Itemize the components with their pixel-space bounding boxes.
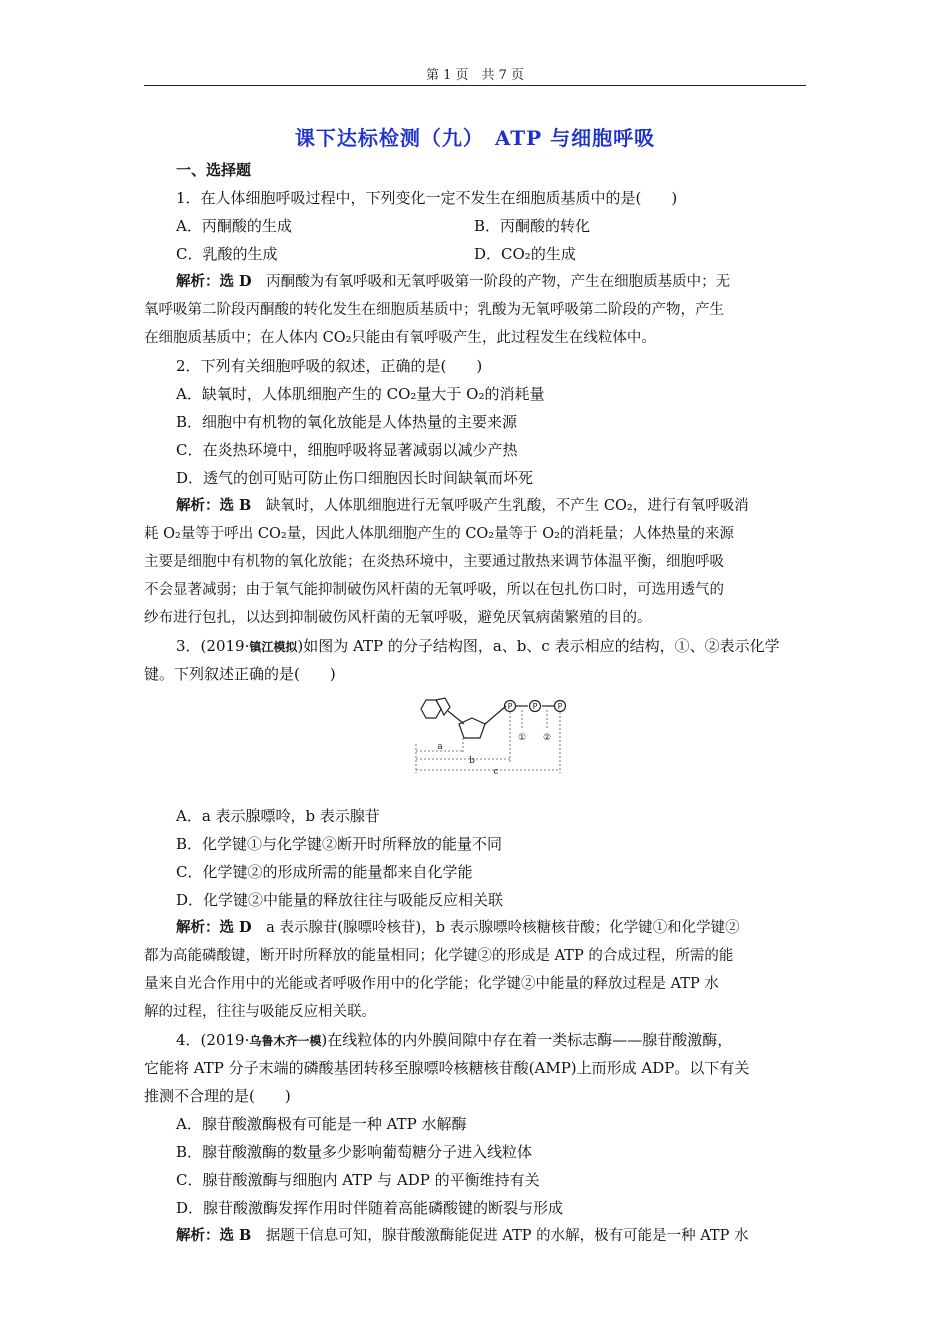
option-a: A．腺苷酸激酶极有可能是一种 ATP 水解酶 xyxy=(176,1115,467,1133)
range-c-label: c xyxy=(493,767,499,777)
ribose-ring xyxy=(459,718,485,738)
adenine-ring-5 xyxy=(436,698,450,715)
phosphate-label: P xyxy=(557,702,563,711)
option-c: C．乳酸的生成 xyxy=(176,245,278,263)
question-4-analysis-line: 解析：选 B 据题干信息可知，腺苷酸激酶能促进 ATP 的水解，极有可能是一种 ATP 水 xyxy=(176,1227,749,1244)
analysis-label: 解析：选 D xyxy=(176,273,252,290)
phosphate-label: P xyxy=(532,702,538,711)
question-4-stem: 4．(2019·乌鲁木齐一模)在线粒体的内外膜间隙中存在着一类标志酶——腺苷酸激酶， xyxy=(176,1031,733,1049)
header-divider xyxy=(144,85,806,86)
bond-2-label: ② xyxy=(542,733,552,743)
range-a-label: a xyxy=(437,742,443,752)
option-d: D．化学键②中能量的释放往往与吸能反应相关联 xyxy=(176,891,504,909)
question-3-analysis-line: 解析：选 D a 表示腺苷(腺嘌呤核苷)，b 表示腺嘌呤核糖核苷酸；化学键①和化学键② xyxy=(176,919,740,936)
question-4-stem-continued: 它能将 ATP 分子末端的磷酸基团转移至腺嘌呤核糖核苷酸(AMP)上而形成 ADP。以下有关 xyxy=(144,1059,750,1077)
question-3-analysis-line: 都为高能磷酸键，断开时所释放的能量相同；化学键②的形成是 ATP 的合成过程，所需的能 xyxy=(144,948,734,964)
atp-structure-diagram xyxy=(144,688,806,802)
ribose-phosphate-link xyxy=(485,706,506,724)
question-1-analysis-line: 在细胞质基质中；在人体内 CO₂只能由有氧呼吸产生，此过程发生在线粒体中。 xyxy=(144,330,656,346)
option-c: C．在炎热环境中，细胞呼吸将显著减弱以减少产热 xyxy=(176,441,518,459)
question-3-stem: 3．(2019·镇江模拟)如图为 ATP 的分子结构图，a、b、c 表示相应的结构，①、②表示化学 xyxy=(176,637,780,655)
question-1-stem: 1．在人体细胞呼吸过程中，下列变化一定不发生在细胞质基质中的是( ) xyxy=(176,189,678,207)
question-2-analysis-line: 不会显著减弱；由于氧气能抑制破伤风杆菌的无氧呼吸，所以在包扎伤口时，可选用透气的 xyxy=(144,582,724,598)
question-2-stem: 2．下列有关细胞呼吸的叙述，正确的是( ) xyxy=(176,357,483,375)
document-title: 课下达标检测（九） ATP 与细胞呼吸 xyxy=(294,126,656,150)
question-2-analysis-line: 解析：选 B 缺氧时，人体肌细胞进行无氧呼吸产生乳酸，不产生 CO₂，进行有氧呼吸消 xyxy=(176,497,749,514)
question-1-analysis-line: 解析：选 D 丙酮酸为有氧呼吸和无氧呼吸第一阶段的产物，产生在细胞质基质中；无 xyxy=(176,273,731,290)
option-a: A．a 表示腺嘌呤，b 表示腺苷 xyxy=(176,807,380,825)
document-body xyxy=(144,156,806,1250)
page-number-header: 第 1 页 共 7 页 xyxy=(425,68,525,83)
option-c: C．化学键②的形成所需的能量都来自化学能 xyxy=(176,863,473,881)
analysis-label: 解析：选 D xyxy=(176,919,252,936)
option-b: B．细胞中有机物的氧化放能是人体热量的主要来源 xyxy=(176,413,518,431)
question-2-analysis-line: 主要是细胞中有机物的氧化放能；在炎热环境中，主要通过散热来调节体温平衡，细胞呼吸 xyxy=(144,554,724,570)
option-d: D．CO₂的生成 xyxy=(474,245,576,263)
adenine-ribose-link xyxy=(448,711,464,724)
option-b: B．丙酮酸的转化 xyxy=(474,217,591,235)
option-d: D．透气的创可贴可防止伤口细胞因长时间缺氧而坏死 xyxy=(176,469,534,487)
phosphate-label: P xyxy=(507,702,513,711)
question-3-stem-continued: 键。下列叙述正确的是( ) xyxy=(144,665,336,683)
question-3-analysis-line: 解的过程，往往与吸能反应相关联。 xyxy=(144,1004,376,1020)
option-c: C．腺苷酸激酶与细胞内 ATP 与 ADP 的平衡维持有关 xyxy=(176,1171,540,1189)
analysis-label: 解析：选 B xyxy=(176,497,252,514)
question-3-analysis-line: 量来自光合作用中的光能或者呼吸作用中的化学能；化学键②中能量的释放过程是 ATP 水 xyxy=(144,976,719,992)
option-a: A．丙酮酸的生成 xyxy=(176,217,292,235)
section-heading: 一、选择题 xyxy=(176,161,252,179)
range-b-label: b xyxy=(469,756,475,766)
option-b: B．腺苷酸激酶的数量多少影响葡萄糖分子进入线粒体 xyxy=(176,1143,533,1161)
option-a: A．缺氧时，人体肌细胞产生的 CO₂量大于 O₂的消耗量 xyxy=(176,385,545,403)
question-1-analysis-line: 氧呼吸第二阶段丙酮酸的转化发生在细胞质基质中；乳酸为无氧呼吸第二阶段的产物，产生 xyxy=(144,302,724,318)
option-b: B．化学键①与化学键②断开时所释放的能量不同 xyxy=(176,835,503,853)
question-source: 乌鲁木齐一模 xyxy=(249,1034,322,1048)
question-1-options-row-1 xyxy=(144,212,806,240)
question-2-analysis-line: 纱布进行包扎，以达到抑制破伤风杆菌的无氧呼吸，避免厌氧病菌繁殖的目的。 xyxy=(144,610,652,626)
option-d: D．腺苷酸激酶发挥作用时伴随着高能磷酸键的断裂与形成 xyxy=(176,1199,564,1217)
analysis-label: 解析：选 B xyxy=(176,1227,252,1244)
atp-structure-figure xyxy=(414,696,574,778)
question-4-stem-continued: 推测不合理的是( ) xyxy=(144,1087,291,1105)
question-2-analysis-line: 耗 O₂量等于呼出 CO₂量，因此人体肌细胞产生的 CO₂量等于 O₂的消耗量；人体热量的来源 xyxy=(144,526,734,542)
question-1-options-row-2 xyxy=(144,240,806,268)
bond-1-label: ① xyxy=(517,733,527,743)
question-source: 镇江模拟 xyxy=(249,640,298,654)
